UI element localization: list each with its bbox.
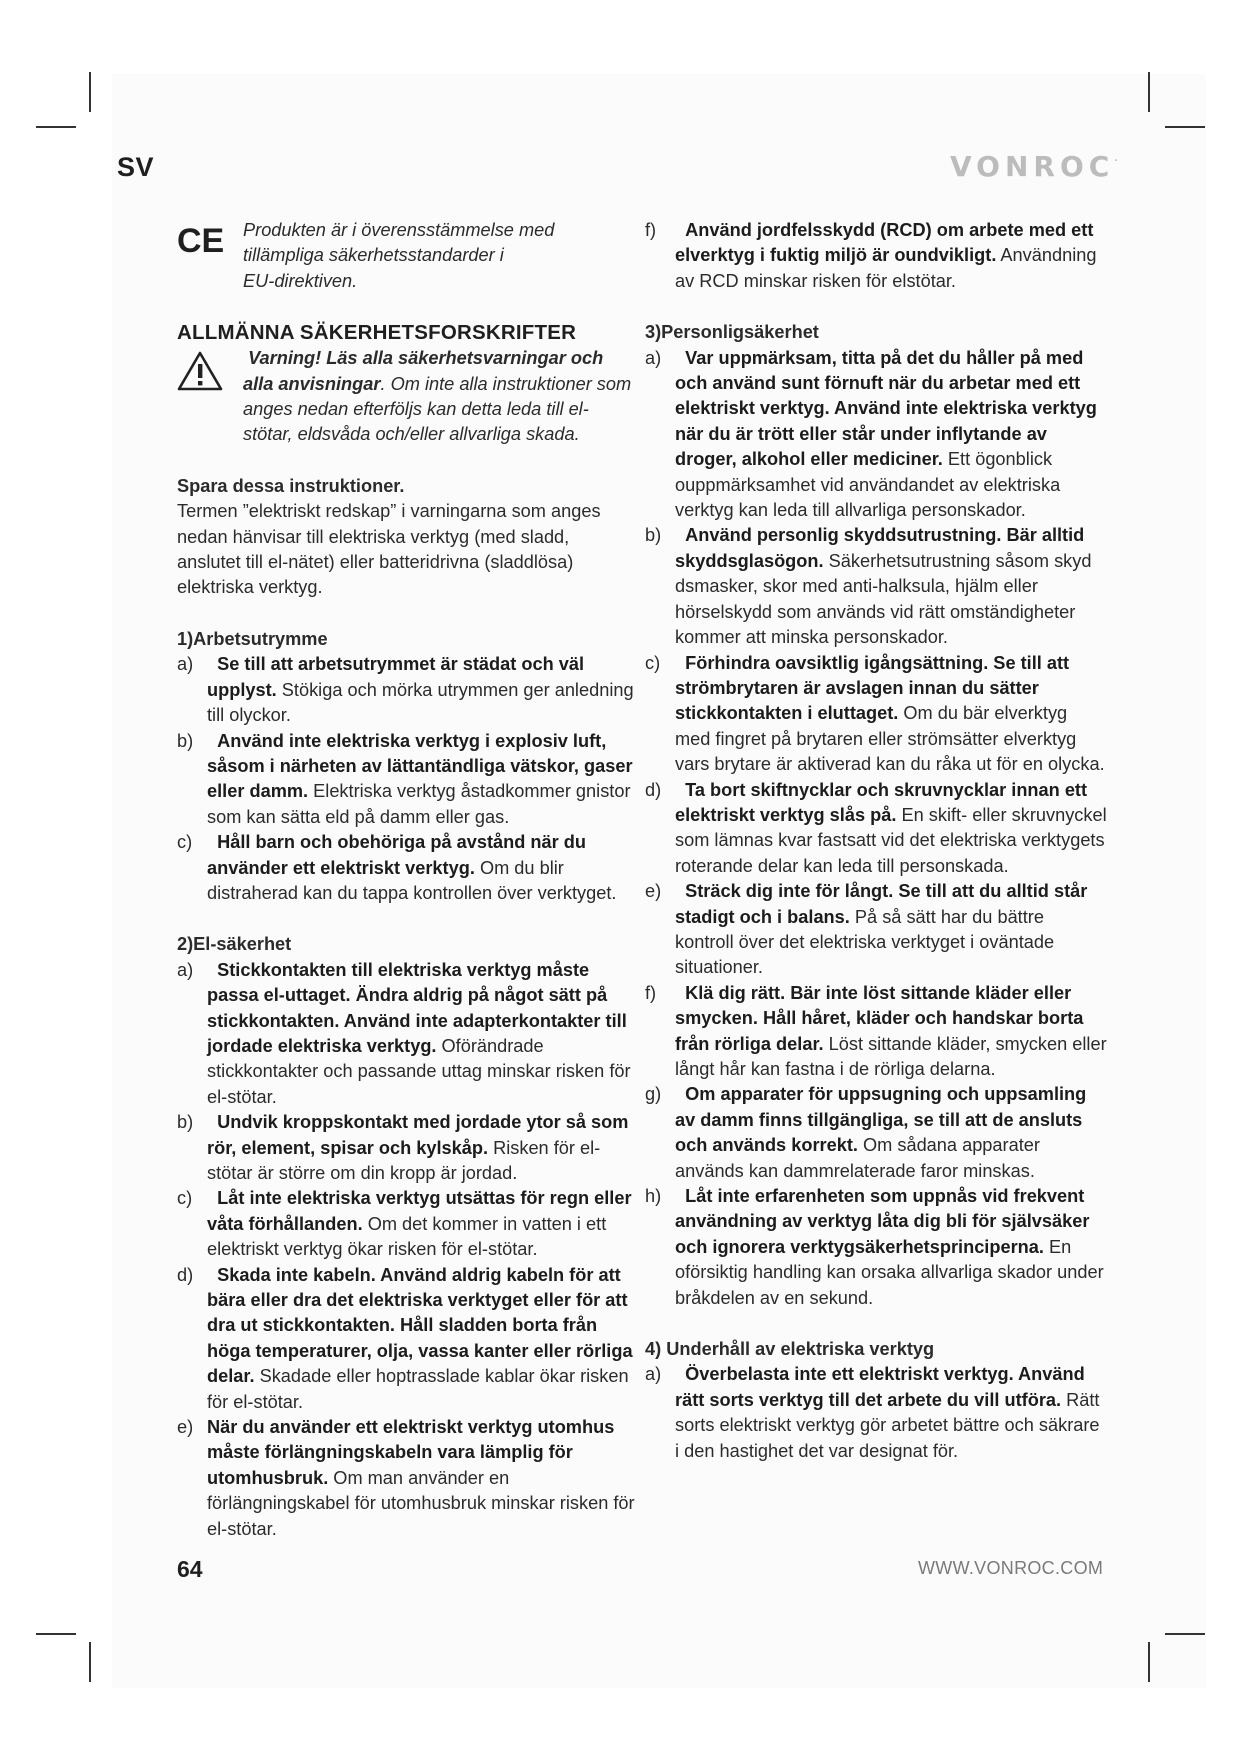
crop-mark (1148, 72, 1150, 112)
list-item: c) Förhindra oavsiktlig igångsättning. Se till att strömbrytaren är avslagen innan du sätter stickkontakten i eluttaget. Om du bär elverktyg med fingret på brytaren eller strömsätter elverktyg vars brytare är aktiverad kan du råka ut för en olycka. (645, 652, 1105, 775)
crop-mark (89, 72, 91, 112)
warning-text-rest: . Om inte alla instruktioner som anges nedan efterföljs kan detta leda till el-stötar, eldsvåda och/eller allvarliga skada. (243, 373, 632, 445)
crop-mark (36, 126, 76, 128)
brand-name: VONROC (950, 150, 1115, 183)
warning-triangle-icon (177, 350, 223, 392)
section-2-title: 2)El-säkerhet (177, 934, 292, 955)
list-item: b) Använd personlig skyddsutrustning. Bär alltid skyddsglasögon. Säkerhetsutrustning såsom skyd dsmasker, skor med anti-halksula, hjälm eller hörselskydd som används vid rätt omständigheter kommer att minska personskador. (645, 525, 1092, 648)
list-item: b) Undvik kroppskontakt med jordade ytor så som rör, element, spisar och kylskåp. Risken för el-stötar är större om din kropp är jordad. (177, 1112, 629, 1183)
crop-mark (36, 1633, 76, 1635)
ce-conformity-block (177, 218, 635, 294)
list-item: b) Använd inte elektriska verktyg i explosiv luft, såsom i närheten av lättantändliga vätskor, gaser eller damm. Elektriska verktyg åstadkommer gnistor som kan sätta eld på damm eller gas. (177, 730, 633, 827)
crop-mark (1165, 126, 1205, 128)
list-item: a) Överbelasta inte ett elektriskt verktyg. Använd rätt sorts verktyg till det arbete du vill utföra. Rätt sorts elektriskt verktyg gör arbetet bättre och säkrare i den hastighet det var designat för. (645, 1364, 1100, 1461)
warning-text-bold: Varning! Läs alla säkerhetsvarningar och alla anvisningar (243, 348, 604, 394)
left-column (177, 218, 635, 1542)
crop-mark (1148, 1642, 1150, 1682)
ce-mark-icon: CE (177, 222, 225, 260)
list-item: g) Om apparater för uppsugning och uppsamling av damm finns tillgängliga, se till att de ansluts och används korrekt. Om sådana apparater används kan dammrelaterade faror minskas. (645, 1084, 1087, 1181)
ce-conformity-text: Produkten är i överensstämmelse med tillämpliga säkerhetsstandarder i EU-direktiven. (243, 220, 555, 291)
list-item: f) Använd jordfelsskydd (RCD) om arbete med ett elverktyg i fuktig miljö är oundvikligt. Användning av RCD minskar risken för elstötar. (645, 220, 1097, 291)
save-instructions-title: Spara dessa instruktioner. (177, 475, 405, 496)
list-item: a) Var uppmärksam, titta på det du håller på med och använd sunt förnuft när du arbetar med ett elektriskt verktyg. Använd inte elektriska verktyg när du är trött eller står under inflytande av droger, alkohol eller mediciner. Ett ögonblick ouppmärksamhet vid användandet av elektriska verktyg kan leda till allvarliga personskador. (645, 347, 1097, 521)
list-item: e) Sträck dig inte för långt. Se till att du alltid står stadigt och i balans. På så sätt har du bättre kontroll över det elektriska verktyget i oväntade situationer. (645, 881, 1088, 978)
crop-mark (1165, 1633, 1205, 1635)
language-code: SV (117, 152, 155, 182)
crop-mark (89, 1642, 91, 1682)
website-url: WWW.VONROC.COM (918, 1558, 1104, 1578)
list-item: a) Se till att arbetsutrymmet är städat och väl upplyst. Stökiga och mörka utrymmen ger anledning till olyckor. (177, 654, 634, 726)
warning-block (177, 346, 635, 448)
warning-text (243, 346, 635, 448)
list-item: d) Ta bort skiftnycklar och skruvnycklar innan ett elektriskt verktyg slås på. En skift- eller skruvnyckel som lämnas kvar fastsatt vid det elektriska verktygets roterande delar kan leda till personskada. (645, 779, 1107, 876)
list-item: a) Stickkontakten till elektriska verktyg måste passa el-uttaget. Ändra aldrig på något sätt på stickkontakten. Använd inte adapterkontakter till jordade elektriska verktyg. Oförändrade stickkontakter och passande uttag minskar risken för el-stötar. (177, 959, 631, 1107)
right-column (645, 218, 1107, 1464)
save-instructions-text: Termen ”elektriskt redskap” i varningarna som anges nedan hänvisar till elektriska verktyg (med sladd, anslutet till el-nätet) eller batteridrivna (sladdlösa) elektriska verktyg. (177, 501, 601, 598)
brand-trademark: . (1114, 154, 1118, 164)
list-item: e) När du använder ett elektriskt verktyg utomhus måste förlängningskabeln vara lämplig för utomhusbruk. Om man använder en förlängningskabel för utomhusbruk minskar risken för el-stötar. (177, 1417, 635, 1539)
page-number: 64 (177, 1556, 203, 1582)
brand-logo (950, 150, 1118, 183)
list-item: f) Klä dig rätt. Bär inte löst sittande kläder eller smycken. Håll håret, kläder och handskar borta från rörliga delar. Löst sittande kläder, smycken eller långt hår kan fastna i de rörliga delarna. (645, 982, 1107, 1079)
list-item: c) Håll barn och obehöriga på avstånd när du använder ett elektriskt verktyg. Om du blir distraherad kan du tappa kontrollen över verktyget. (177, 832, 617, 903)
list-item: d) Skada inte kabeln. Använd aldrig kabeln för att bära eller dra det elektriska verktyget eller för att dra ut stickkontakten. Håll sladden borta från höga temperaturer, olja, vassa kanter eller rörliga delar. Skadade eller hoptrasslade kablar ökar risken för el-stötar. (177, 1264, 633, 1412)
section-3-title: 3)Personligsäkerhet (645, 322, 819, 343)
general-safety-heading: ALLMÄNNA SÄKERHETSFORSKRIFTER (177, 321, 577, 345)
section-1-title: 1)Arbetsutrymme (177, 628, 328, 649)
section-4-title: 4) Underhåll av elektriska verktyg (645, 1339, 935, 1360)
list-item: h) Låt inte erfarenheten som uppnås vid frekvent användning av verktyg låta dig bli för självsäker och ignorera verktygsäkerhetsprinciperna. En oförsiktig handling kan orsaka allvarliga skador under bråkdelen av en sekund. (645, 1186, 1104, 1308)
list-item: c) Låt inte elektriska verktyg utsättas för regn eller våta förhållanden. Om det kommer in vatten i ett elektriskt verktyg ökar risken för el-stötar. (177, 1188, 632, 1260)
